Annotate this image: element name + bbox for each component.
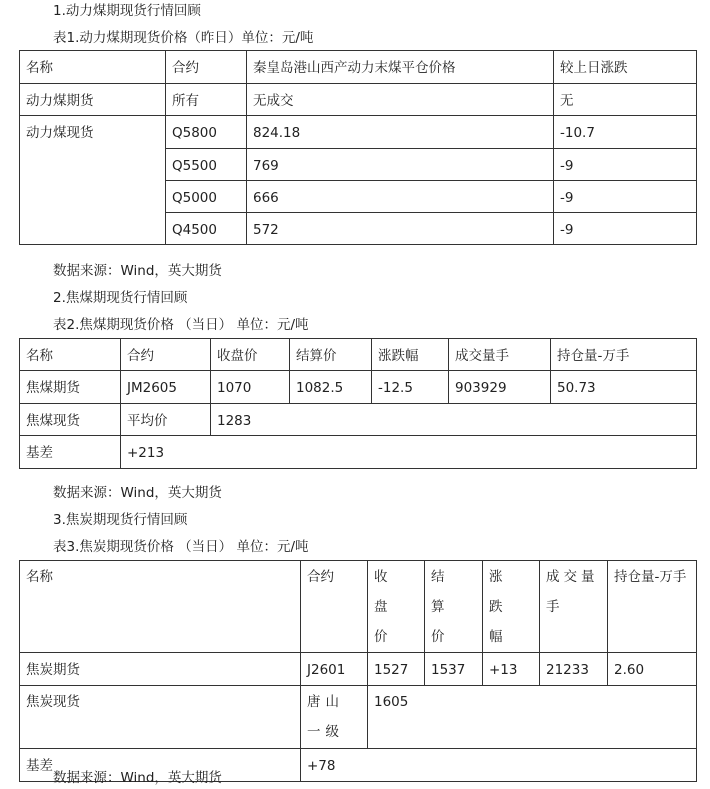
table3-futures-settle: 1537 (425, 653, 483, 686)
section2-heading: 2.焦煤期现货行情回顾 (53, 290, 188, 306)
table3-spot-label: 唐山一级 (301, 686, 368, 749)
table2-spot-name: 焦煤现货 (20, 404, 121, 436)
table2-caption: 表2.焦煤期现货价格 （当日） 单位：元/吨 (53, 317, 309, 333)
table2-futures-settle: 1082.5 (290, 371, 372, 404)
table2-basis-name: 基差 (20, 436, 121, 469)
table2-source: 数据来源：Wind，英大期货 (53, 485, 222, 501)
table3-header-name: 名称 (20, 561, 301, 653)
table2-header-oi: 持仓量-万手 (551, 339, 697, 371)
table3-futures-volume: 21233 (540, 653, 608, 686)
table1-spot-contract: Q5000 (166, 181, 247, 213)
table1-spot-name: 动力煤现货 (20, 116, 166, 245)
table2-spot-label: 平均价 (121, 404, 211, 436)
table1-thermal-coal (19, 50, 697, 245)
table1-header-change: 较上日涨跌 (554, 51, 697, 84)
table1-header-contract: 合约 (166, 51, 247, 84)
table2-spot-price: 1283 (211, 404, 697, 436)
table3-basis-name: 基差 (20, 749, 301, 782)
table3-header-volume: 成交量手 (540, 561, 608, 653)
table1-spot-change: -10.7 (554, 116, 697, 149)
table-row (20, 371, 697, 404)
table1-spot-price: 666 (247, 181, 554, 213)
table1-spot-price: 769 (247, 149, 554, 181)
table1-spot-contract: Q5500 (166, 149, 247, 181)
table3-header-oi: 持仓量-万手 (608, 561, 697, 653)
table3-futures-change: +13 (483, 653, 540, 686)
table2-header-change: 涨跌幅 (372, 339, 449, 371)
table1-spot-change: -9 (554, 149, 697, 181)
table1-futures-name: 动力煤期货 (20, 84, 166, 116)
table1-spot-price: 824.18 (247, 116, 554, 149)
table-row (20, 404, 697, 436)
table1-header-name: 名称 (20, 51, 166, 84)
table3-futures-contract: J2601 (301, 653, 368, 686)
table-row (20, 653, 697, 686)
table2-futures-volume: 903929 (449, 371, 551, 404)
table1-spot-change: -9 (554, 181, 697, 213)
table-row (20, 436, 697, 469)
table3-spot-price: 1605 (368, 686, 697, 749)
table-row (20, 116, 697, 149)
table2-header-name: 名称 (20, 339, 121, 371)
table1-futures-price: 无成交 (247, 84, 554, 116)
table-row (20, 84, 697, 116)
table3-futures-oi: 2.60 (608, 653, 697, 686)
table1-header-price: 秦皇岛港山西产动力末煤平仓价格 (247, 51, 554, 84)
table1-futures-contract: 所有 (166, 84, 247, 116)
table1-spot-contract: Q5800 (166, 116, 247, 149)
table3-header-change: 涨跌幅 (483, 561, 540, 653)
table3-header-settle: 结算价 (425, 561, 483, 653)
table3-caption: 表3.焦炭期现货价格 （当日） 单位：元/吨 (53, 539, 309, 555)
table2-coking-coal (19, 338, 697, 469)
table2-header-volume: 成交量手 (449, 339, 551, 371)
section3-heading: 3.焦炭期现货行情回顾 (53, 512, 188, 528)
table2-header-close: 收盘价 (211, 339, 290, 371)
table3-futures-close: 1527 (368, 653, 425, 686)
table2-futures-close: 1070 (211, 371, 290, 404)
table3-header-close: 收盘价 (368, 561, 425, 653)
table3-header-contract: 合约 (301, 561, 368, 653)
table1-caption: 表1.动力煤期现货价格（昨日）单位：元/吨 (53, 30, 314, 46)
table3-source: 数据来源：Wind，英大期货 (53, 770, 222, 786)
table1-futures-change: 无 (554, 84, 697, 116)
table2-header-settle: 结算价 (290, 339, 372, 371)
table1-spot-price: 572 (247, 213, 554, 245)
table3-basis-value: +78 (301, 749, 697, 782)
table1-spot-change: -9 (554, 213, 697, 245)
table3-futures-name: 焦炭期货 (20, 653, 301, 686)
table1-spot-contract: Q4500 (166, 213, 247, 245)
table2-futures-contract: JM2605 (121, 371, 211, 404)
table2-basis-value: +213 (121, 436, 697, 469)
table1-source: 数据来源：Wind，英大期货 (53, 263, 222, 279)
table2-futures-change: -12.5 (372, 371, 449, 404)
table2-futures-name: 焦煤期货 (20, 371, 121, 404)
table-row (20, 686, 697, 749)
table2-futures-oi: 50.73 (551, 371, 697, 404)
table2-header-contract: 合约 (121, 339, 211, 371)
table3-spot-name: 焦炭现货 (20, 686, 301, 749)
table3-coke (19, 560, 697, 782)
section1-heading: 1.动力煤期现货行情回顾 (53, 3, 201, 19)
